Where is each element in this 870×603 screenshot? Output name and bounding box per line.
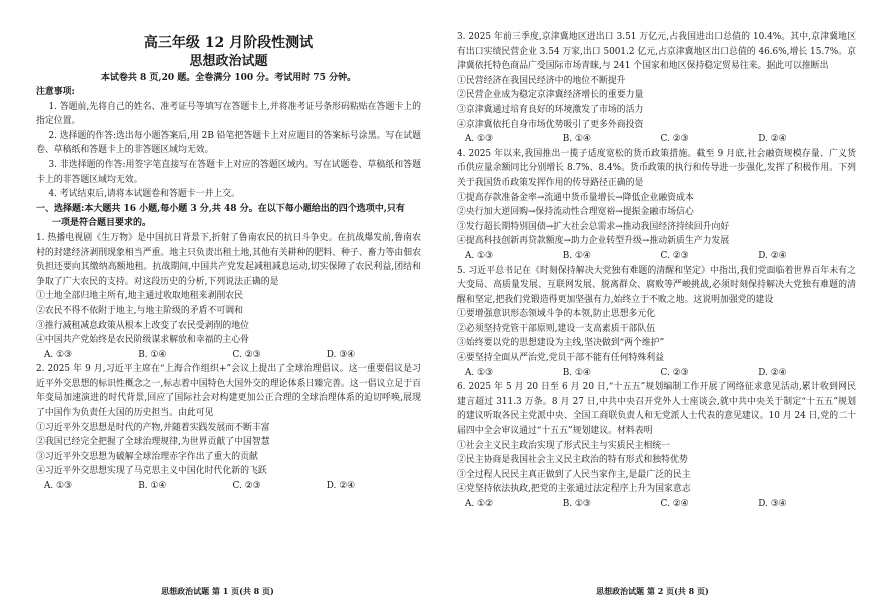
exam-title: 高三年级 12 月阶段性测试 <box>143 35 314 51</box>
option: ③始终要以党的思想建设为主线,坚决做到“两个维护” <box>457 338 665 349</box>
question-3 <box>457 30 856 147</box>
choice-d: D. ②④ <box>758 367 787 378</box>
option: ①土地全部归地主所有,地主通过收取地租来剥削农民 <box>36 291 243 302</box>
choice-b: B. ①④ <box>562 367 591 378</box>
option: ①要增强意识形态领域斗争的本领,防止思想多元化 <box>457 309 656 320</box>
choice-c: C. ②④ <box>660 499 689 509</box>
answer-choices <box>457 497 856 512</box>
choice-b: B. ①④ <box>138 349 167 360</box>
choice-d: D. ③④ <box>326 349 356 360</box>
option: ①习近平外交思想是时代的产物,并随着实践发展而不断丰富 <box>36 422 270 433</box>
section-heading: 一、选择题:本大题共 16 小题,每小题 3 分,共 48 分。在以下每小题给出的四个选项中,只有 <box>36 203 405 214</box>
page-footer: 思想政治试题 第 2 页(共 8 页) <box>596 586 709 596</box>
choice-d: D. ②④ <box>326 481 356 492</box>
choice-a: A. ①② <box>465 499 493 509</box>
choice-a: A. ①③ <box>465 250 493 261</box>
choice-a: A. ①③ <box>465 134 493 145</box>
choice-c: C. ②③ <box>660 367 689 378</box>
question-5 <box>457 264 856 381</box>
option: ①社会主义民主政治实现了形式民主与实质民主相统一 <box>457 440 670 451</box>
option: ②必须坚持党管干部原则,建设一支高素质干部队伍 <box>457 323 656 334</box>
question-2 <box>36 362 421 493</box>
option: ③习近平外交思想为破解全球治理赤字作出了重大的贡献 <box>36 451 258 462</box>
option: ②民主协商是我国社会主义民主政治的特有形式和独特优势 <box>457 455 688 466</box>
section-heading-cont: 一项是符合题目要求的。 <box>52 218 152 229</box>
choice-d: D. ③④ <box>758 499 787 509</box>
option: ①提高存款准备金率→流通中货币量增长→降低企业融资成本 <box>457 192 694 203</box>
choice-a: A. ①③ <box>465 367 493 378</box>
option: ②农民不得不依附于地主,与地主阶级的矛盾不可调和 <box>36 305 243 316</box>
option: ④京津冀依托自身市场优势吸引了更多外商投资 <box>457 119 644 130</box>
question-stem: 3. 2025 年前三季度,京津冀地区进出口 3.51 万亿元,占我国进出口总值的 10.4%。其中,京津冀地区有出口实绩民营企业 3.54 万家,出口 5001.2 亿元,占京津冀地区出口总值的 46.6%,增长 15.7%。京津冀依托特色商品广受国际市场青睐,与 241 个国家和地区保持稳定贸易往来。据此可以推断出 <box>457 32 856 72</box>
option: ④要坚持全面从严治党,党员干部不能有任何特殊利益 <box>457 353 664 364</box>
question-stem: 2. 2025 年 9 月,习近平主席在“上海合作组织+”会议上提出了全球治理倡议。这一重要倡议是习近平外交思想的标识性概念之一,标志着中国特色大国外交的理论体系日臻完善。这一倡议立足于百年变局加速演进的时代背景,回应了国际社会对构建更加公正合理的全球治理体系的迫切呼唤,展现了中国作为负责任大国的历史担当。由此可见 <box>36 364 421 419</box>
option: ④习近平外交思想实现了马克思主义中国化时代化新的飞跃 <box>36 466 267 477</box>
option: ①民营经济在我国民经济中的地位不断提升 <box>457 75 626 86</box>
answer-choices <box>36 479 421 494</box>
option: ③全过程人民民主真正做到了人民当家作主,是最广泛的民主 <box>457 469 691 480</box>
choice-a: A. ①③ <box>44 349 72 360</box>
answer-choices <box>457 132 856 147</box>
notes-heading: 注意事项: <box>36 87 75 97</box>
note-item: 1. 答题前,先将自己的姓名、准考证号等填写在答题卡上,并将准考证号条形码粘贴在答题卡上的指定位置。 <box>36 101 421 127</box>
question-stem: 4. 2025 年以来,我国推出一揽子适度宽松的货币政策措施。截至 9 月底,社会融资规模存量、广义货币供应量余额同比分别增长 8.7%、8.4%。货币政策的执行和传导进一步强化,发挥了积极作用。下列关于我国货币政策发挥作用的传导路径正确的是 <box>457 148 856 188</box>
note-item: 2. 选择题的作答:选出每小题答案后,用 2B 铅笔把答题卡上对应题目的答案标号涂黑。写在试题卷、草稿纸和答题卡上的非答题区域均无效。 <box>36 130 421 156</box>
choice-d: D. ②④ <box>758 250 787 261</box>
option: ③发行超长期特别国债→扩大社会总需求→推动我国经济持续回升向好 <box>457 221 730 232</box>
page-2 <box>435 0 870 603</box>
question-stem: 1. 热播电视剧《生万物》是中国抗日背景下,折射了鲁南农民的抗日斗争史。在抗战爆发前,鲁南农村的封建经济剥削现象相当严重。地主只负责出租土地,其他有关耕种的肥料、种子、畜力等由佃农负担还要向其缴纳高额地租。抗战期间,中国共产党发起减租减息运动,切实保障了农民利益,团结和争取了广大农民的支持。对这段历史的分析,下列说法正确的是 <box>36 232 421 287</box>
option: ④中国共产党始终是农民阶级谋求解放和幸福的主心骨 <box>36 335 249 346</box>
answer-choices <box>457 249 856 264</box>
option: ②我国已经完全把握了全球治理规律,为世界贡献了中国智慧 <box>36 437 270 448</box>
page-footer: 思想政治试题 第 1 页(共 8 页) <box>161 586 274 596</box>
option: ③推行减租减息政策从根本上改变了农民受剥削的地位 <box>36 320 249 331</box>
question-1 <box>36 231 421 362</box>
choice-b: B. ①③ <box>562 499 591 509</box>
question-stem: 5. 习近平总书记在《时刻保持解决大党独有难题的清醒和坚定》中指出,我们党面临着世界百年未有之大变局、高质量发展、互联网发展、脱离群众、腐败等严峻挑战,必须时刻保持解决大党独有难题的清醒和坚定,把我们党锻造得更加坚强有力,始终立于不败之地。这说明加强党的建设 <box>457 265 856 305</box>
choice-c: C. ②③ <box>232 481 261 492</box>
answer-choices <box>457 366 856 381</box>
choice-a: A. ①③ <box>44 481 72 492</box>
choice-b: B. ①④ <box>138 481 167 492</box>
choice-c: C. ②③ <box>232 349 261 360</box>
answer-choices <box>36 348 421 363</box>
exam-subtitle: 思想政治试题 <box>189 54 268 69</box>
note-item: 3. 非选择题的作答:用签字笔直接写在答题卡上对应的答题区域内。写在试题卷、草稿纸和答题卡上的非答题区域均无效。 <box>36 159 421 185</box>
option: ③京津冀通过培育良好的环境激发了市场的活力 <box>457 104 644 115</box>
question-4 <box>457 147 856 264</box>
choice-c: C. ②③ <box>660 134 689 145</box>
note-item: 4. 考试结束后,请将本试题卷和答题卡一并上交。 <box>48 189 241 200</box>
option: ②央行加大逆回购→保持流动性合理宽裕→提振金融市场信心 <box>457 207 694 218</box>
choice-c: C. ②③ <box>660 250 689 261</box>
option: ④党坚持依法执政,把党的主张通过法定程序上升为国家意志 <box>457 484 691 495</box>
question-stem: 6. 2025 年 5 月 20 日至 6 月 20 日,“十五五”规划编制工作开展了网络征求意见活动,累计收到网民建言超过 311.3 万条。8 月 27 日,中共中央召开党外人士座谈会,就中共中央关于制定“十五五”规划的建议听取各民主党派中央、全国工商联负责人和无党派人士代表的意见建议。10 月 24 日,党的二十届四中全会审议通过“十五五”规划建议。材料表明 <box>457 382 856 437</box>
question-6 <box>457 380 856 511</box>
exam-info: 本试卷共 8 页,20 题。全卷满分 100 分。考试用时 75 分钟。 <box>100 73 357 83</box>
choice-d: D. ②④ <box>758 134 787 145</box>
choice-b: B. ①④ <box>562 250 591 261</box>
option: ④提高科技创新再贷款额度→助力企业转型升级→推动新质生产力发展 <box>457 236 730 247</box>
choice-b: B. ①④ <box>562 134 591 145</box>
option: ②民营企业成为稳定京津冀经济增长的重要力量 <box>457 90 644 101</box>
